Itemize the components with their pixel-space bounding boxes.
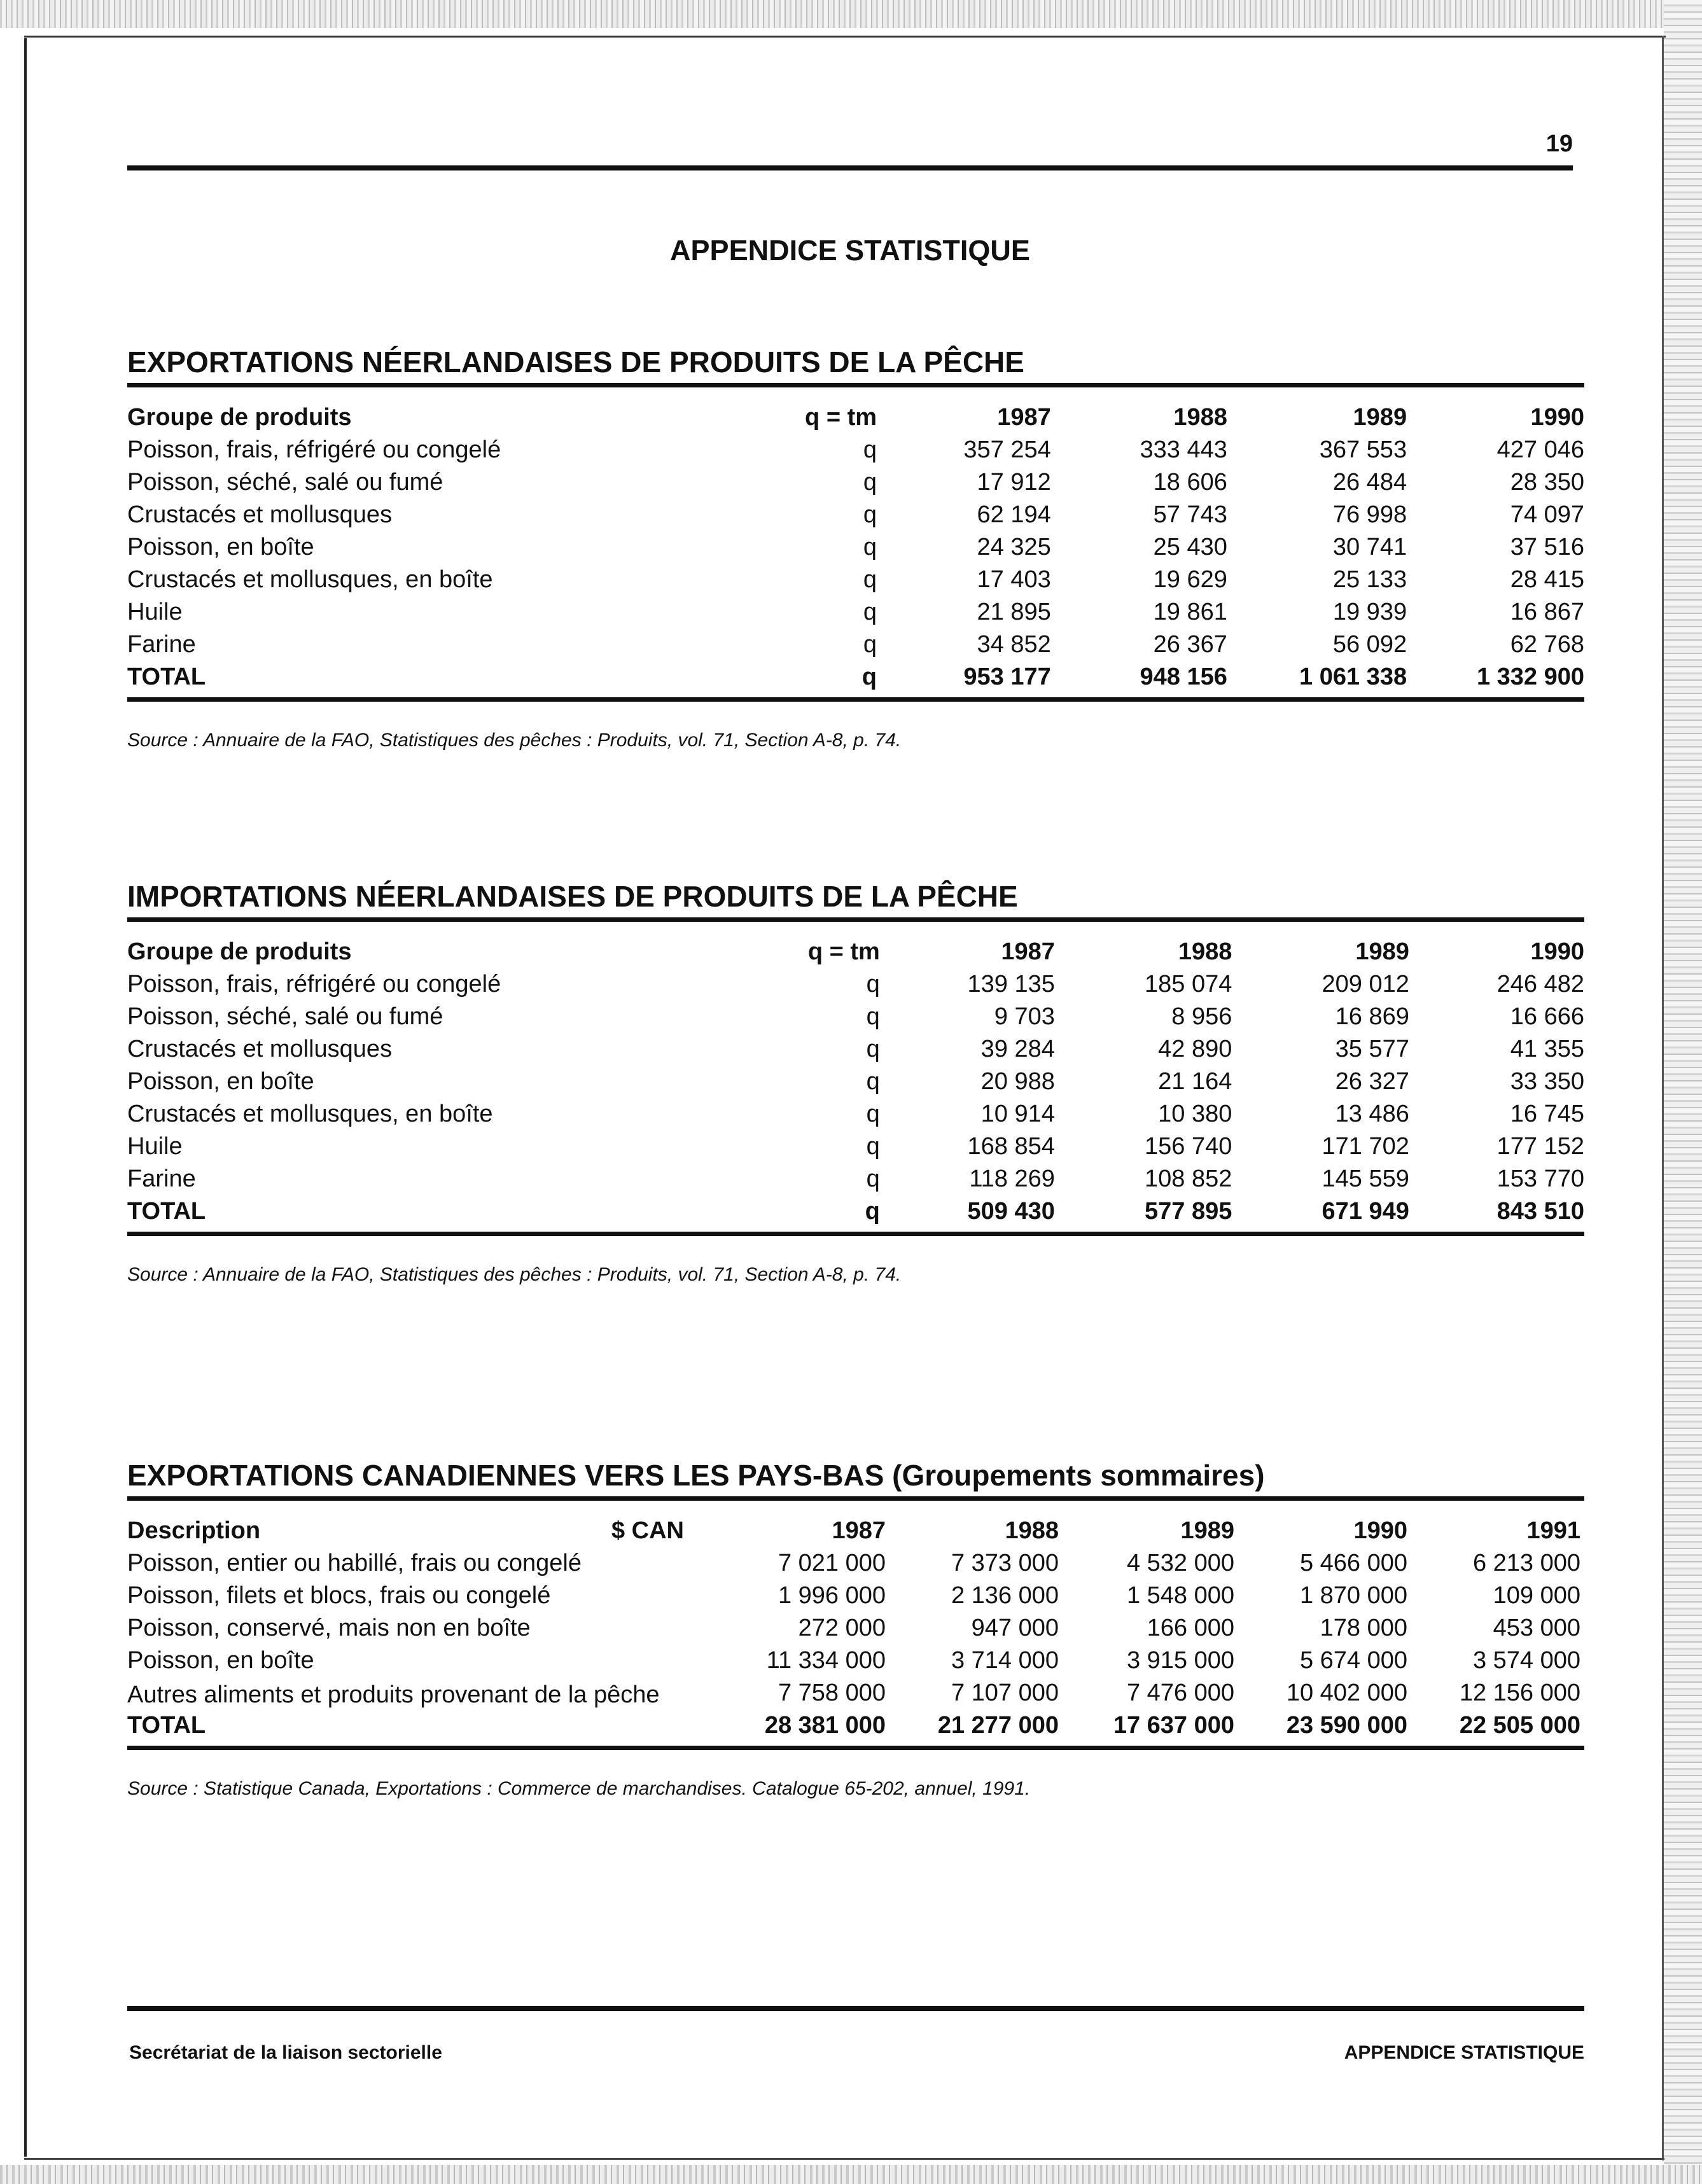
exports-nl-section bbox=[127, 344, 1584, 751]
table-cell: 19 629 bbox=[1153, 566, 1227, 593]
header-description: Description bbox=[127, 1517, 261, 1544]
table-row bbox=[127, 1547, 1580, 1580]
table-header-row bbox=[127, 936, 1584, 968]
table-cell: 21 277 000 bbox=[937, 1712, 1059, 1739]
scan-border-right bbox=[1664, 0, 1702, 2184]
table-cell: 427 046 bbox=[1496, 436, 1584, 463]
table-cell: 948 156 bbox=[1140, 664, 1227, 690]
imports-nl-table bbox=[127, 936, 1584, 1228]
table-cell: 357 254 bbox=[963, 436, 1051, 463]
table-cell: q bbox=[863, 501, 877, 528]
table-cell: 8 956 bbox=[1171, 1003, 1232, 1030]
table-row bbox=[127, 434, 1584, 466]
scan-border-bottom bbox=[0, 2165, 1702, 2184]
table-row bbox=[127, 564, 1584, 596]
column-header: 1988 bbox=[1005, 1517, 1059, 1544]
table-cell: 843 510 bbox=[1496, 1198, 1584, 1225]
table-cell: 30 741 bbox=[1332, 534, 1407, 560]
table-cell: Poisson, frais, réfrigéré ou congelé bbox=[127, 971, 501, 998]
table-cell: 671 949 bbox=[1322, 1198, 1409, 1225]
table-cell: 7 476 000 bbox=[1126, 1680, 1234, 1706]
table-cell: q bbox=[866, 1165, 880, 1192]
table-cell: 26 367 bbox=[1153, 631, 1227, 658]
total-row bbox=[127, 1709, 1580, 1742]
table-cell: 62 768 bbox=[1510, 631, 1584, 658]
table-cell: Crustacés et mollusques, en boîte bbox=[127, 566, 493, 593]
column-header: 1988 bbox=[1173, 404, 1227, 431]
table-cell: 17 912 bbox=[977, 469, 1051, 496]
table-cell: q bbox=[866, 1133, 880, 1160]
table-cell: 109 000 bbox=[1493, 1582, 1580, 1609]
table-cell: 16 666 bbox=[1510, 1003, 1584, 1030]
table-cell: Farine bbox=[127, 631, 196, 658]
table-cell: 453 000 bbox=[1493, 1615, 1580, 1641]
table-cell: 33 350 bbox=[1510, 1068, 1584, 1095]
table-cell: 42 890 bbox=[1158, 1036, 1232, 1062]
table-cell: 21 895 bbox=[977, 599, 1051, 625]
table-header-row bbox=[127, 401, 1584, 434]
section-bottom-rule bbox=[127, 1746, 1584, 1750]
table-cell: 13 486 bbox=[1335, 1101, 1409, 1127]
table-cell: 3 574 000 bbox=[1472, 1647, 1580, 1674]
table-cell: q bbox=[863, 566, 877, 593]
imports-nl-section bbox=[127, 878, 1584, 1286]
table-cell: q bbox=[866, 1036, 880, 1062]
section-rule bbox=[127, 383, 1584, 387]
table-cell: 17 403 bbox=[977, 566, 1051, 593]
column-header: 1990 bbox=[1530, 404, 1584, 431]
table-cell: q bbox=[863, 534, 877, 560]
table-cell: 5 466 000 bbox=[1299, 1550, 1407, 1576]
table-cell: 25 430 bbox=[1153, 534, 1227, 560]
total-row bbox=[127, 1195, 1584, 1228]
column-header: 1988 bbox=[1178, 938, 1232, 965]
table-header-row bbox=[127, 1515, 1580, 1547]
scan-border-top bbox=[0, 0, 1702, 28]
table-row bbox=[127, 1645, 1580, 1677]
table-cell: Farine bbox=[127, 1165, 196, 1192]
table-cell: 16 867 bbox=[1510, 599, 1584, 625]
table-cell: 62 194 bbox=[977, 501, 1051, 528]
table-cell: q bbox=[861, 664, 877, 690]
section-rule bbox=[127, 917, 1584, 922]
table-cell: 156 740 bbox=[1145, 1133, 1232, 1160]
table-cell: 6 213 000 bbox=[1472, 1550, 1580, 1576]
table-row bbox=[127, 629, 1584, 661]
table-cell: 20 988 bbox=[980, 1068, 1055, 1095]
table-cell: 28 415 bbox=[1510, 566, 1584, 593]
table-cell: q bbox=[866, 1101, 880, 1127]
table-cell: 17 637 000 bbox=[1113, 1712, 1234, 1739]
table-cell: 153 770 bbox=[1496, 1165, 1584, 1192]
section-bottom-rule bbox=[127, 1232, 1584, 1236]
table-row bbox=[127, 968, 1584, 1001]
table-cell: 10 914 bbox=[980, 1101, 1055, 1127]
table-cell: 19 939 bbox=[1332, 599, 1407, 625]
table-cell: TOTAL bbox=[127, 1198, 206, 1225]
frame-line-left bbox=[24, 38, 27, 2157]
table-cell: 21 164 bbox=[1158, 1068, 1232, 1095]
table-cell: q bbox=[863, 631, 877, 658]
table-cell: 39 284 bbox=[980, 1036, 1055, 1062]
column-header: 1987 bbox=[832, 1517, 886, 1544]
table-cell: 177 152 bbox=[1496, 1133, 1584, 1160]
table-cell: Crustacés et mollusques, en boîte bbox=[127, 1101, 493, 1127]
table-cell: 3 714 000 bbox=[951, 1647, 1059, 1674]
table-cell: Poisson, entier ou habillé, frais ou congelé bbox=[127, 1550, 582, 1576]
table-cell: TOTAL bbox=[127, 664, 206, 690]
table-cell: 24 325 bbox=[977, 534, 1051, 560]
table-cell: 5 674 000 bbox=[1299, 1647, 1407, 1674]
table-cell: 209 012 bbox=[1322, 971, 1409, 998]
table-cell: 246 482 bbox=[1496, 971, 1584, 998]
table-cell: 22 505 000 bbox=[1459, 1712, 1580, 1739]
frame-line-right bbox=[1662, 36, 1664, 2160]
table-cell: q bbox=[865, 1198, 880, 1225]
table-cell: 10 402 000 bbox=[1286, 1680, 1407, 1706]
table-cell: 1 996 000 bbox=[778, 1582, 886, 1609]
column-header: Groupe de produits bbox=[127, 404, 352, 431]
source-note: Source : Annuaire de la FAO, Statistiques des pêches : Produits, vol. 71, Section A-8, p. 74. bbox=[127, 730, 902, 751]
table-cell: 3 915 000 bbox=[1126, 1647, 1234, 1674]
section-title: IMPORTATIONS NÉERLANDAISES DE PRODUITS DE LA PÊCHE bbox=[127, 880, 1018, 913]
table-cell: 9 703 bbox=[994, 1003, 1055, 1030]
column-header: 1989 bbox=[1355, 938, 1409, 965]
column-header bbox=[127, 1515, 713, 1547]
table-cell: 1 548 000 bbox=[1126, 1582, 1234, 1609]
table-cell: 947 000 bbox=[971, 1615, 1059, 1641]
table-cell: 953 177 bbox=[963, 664, 1051, 690]
column-header: 1987 bbox=[997, 404, 1051, 431]
table-cell: q bbox=[863, 436, 877, 463]
table-cell: 10 380 bbox=[1158, 1101, 1232, 1127]
table-cell: 178 000 bbox=[1320, 1615, 1407, 1641]
table-cell: 108 852 bbox=[1145, 1165, 1232, 1192]
table-cell: 333 443 bbox=[1140, 436, 1227, 463]
section-title: EXPORTATIONS CANADIENNES VERS LES PAYS-BAS (Groupements sommaires) bbox=[127, 1459, 1265, 1492]
table-cell: 367 553 bbox=[1319, 436, 1407, 463]
table-cell: 16 869 bbox=[1335, 1003, 1409, 1030]
table-cell: 139 135 bbox=[967, 971, 1055, 998]
table-cell: Poisson, en boîte bbox=[127, 534, 314, 560]
table-cell: 16 745 bbox=[1510, 1101, 1584, 1127]
table-cell: q bbox=[866, 971, 880, 998]
frame-line-bottom bbox=[24, 2158, 1664, 2160]
table-cell: 76 998 bbox=[1332, 501, 1407, 528]
table-cell: Poisson, filets et blocs, frais ou congelé bbox=[127, 1582, 551, 1609]
total-row bbox=[127, 661, 1584, 693]
source-note: Source : Statistique Canada, Exportations : Commerce de marchandises. Catalogue 65-202, annuel, 1991. bbox=[127, 1778, 1031, 1799]
exports-ca-table bbox=[127, 1515, 1580, 1742]
frame-line-top bbox=[24, 36, 1666, 38]
table-cell: 7 107 000 bbox=[951, 1680, 1059, 1706]
table-cell: 4 532 000 bbox=[1126, 1550, 1234, 1576]
section-rule bbox=[127, 1496, 1584, 1501]
table-row bbox=[127, 1612, 1580, 1645]
footer-right-text: APPENDICE STATISTIQUE bbox=[1344, 2042, 1584, 2063]
table-cell: Autres aliments et produits provenant de la pêche bbox=[127, 1681, 660, 1708]
table-cell: 26 484 bbox=[1332, 469, 1407, 496]
table-row bbox=[127, 531, 1584, 564]
column-header: q = tm bbox=[807, 938, 880, 965]
table-cell: 57 743 bbox=[1153, 501, 1227, 528]
table-cell: 1 870 000 bbox=[1299, 1582, 1407, 1609]
table-row bbox=[127, 1163, 1584, 1195]
table-cell: Poisson, frais, réfrigéré ou congelé bbox=[127, 436, 501, 463]
table-cell: q bbox=[866, 1003, 880, 1030]
table-row bbox=[127, 1130, 1584, 1163]
table-cell: Crustacés et mollusques bbox=[127, 1036, 393, 1062]
column-header: q = tm bbox=[805, 404, 877, 431]
table-cell: 272 000 bbox=[798, 1615, 886, 1641]
table-row bbox=[127, 1066, 1584, 1098]
table-cell: q bbox=[866, 1068, 880, 1095]
table-row bbox=[127, 1580, 1580, 1612]
table-cell: 145 559 bbox=[1322, 1165, 1409, 1192]
header-rule bbox=[127, 165, 1573, 170]
table-cell: Poisson, en boîte bbox=[127, 1068, 314, 1095]
table-cell: 25 133 bbox=[1332, 566, 1407, 593]
column-header: 1990 bbox=[1530, 938, 1584, 965]
table-cell: 118 269 bbox=[969, 1165, 1055, 1192]
table-cell: 509 430 bbox=[967, 1198, 1055, 1225]
table-cell: 1 332 900 bbox=[1476, 664, 1584, 690]
table-cell: Poisson, conservé, mais non en boîte bbox=[127, 1615, 531, 1641]
table-row bbox=[127, 499, 1584, 531]
table-cell: 1 061 338 bbox=[1299, 664, 1407, 690]
table-cell: TOTAL bbox=[127, 1712, 206, 1739]
table-cell: 7 373 000 bbox=[951, 1550, 1059, 1576]
exports-ca-section bbox=[127, 1457, 1584, 1800]
table-cell: 171 702 bbox=[1322, 1133, 1409, 1160]
header-currency: $ CAN bbox=[611, 1517, 684, 1544]
section-bottom-rule bbox=[127, 697, 1584, 702]
column-header: 1989 bbox=[1180, 1517, 1234, 1544]
table-cell: 35 577 bbox=[1335, 1036, 1409, 1062]
table-cell: q bbox=[863, 599, 877, 625]
page-number: 19 bbox=[1545, 130, 1573, 157]
table-cell: 577 895 bbox=[1145, 1198, 1232, 1225]
table-row bbox=[127, 1098, 1584, 1130]
table-cell: 7 021 000 bbox=[778, 1550, 886, 1576]
table-cell: 41 355 bbox=[1510, 1036, 1584, 1062]
table-cell: 19 861 bbox=[1153, 599, 1227, 625]
table-cell: q bbox=[863, 469, 877, 496]
table-row bbox=[127, 596, 1584, 629]
table-row bbox=[127, 1033, 1584, 1066]
table-cell: 11 334 000 bbox=[766, 1647, 886, 1674]
footer-rule bbox=[127, 2006, 1584, 2011]
table-cell: Poisson, séché, salé ou fumé bbox=[127, 1003, 443, 1030]
section-title: EXPORTATIONS NÉERLANDAISES DE PRODUITS DE LA PÊCHE bbox=[127, 345, 1024, 379]
table-cell: 18 606 bbox=[1153, 469, 1227, 496]
table-row bbox=[127, 466, 1584, 499]
table-cell: 168 854 bbox=[967, 1133, 1055, 1160]
exports-nl-table bbox=[127, 401, 1584, 693]
table-cell: 23 590 000 bbox=[1286, 1712, 1407, 1739]
table-cell: Poisson, en boîte bbox=[127, 1647, 314, 1674]
table-cell: 37 516 bbox=[1510, 534, 1584, 560]
column-header: 1990 bbox=[1353, 1517, 1407, 1544]
table-cell: 28 350 bbox=[1510, 469, 1584, 496]
table-cell: 34 852 bbox=[977, 631, 1051, 658]
table-cell: Poisson, séché, salé ou fumé bbox=[127, 469, 443, 496]
table-cell: Crustacés et mollusques bbox=[127, 501, 393, 528]
table-cell: 28 381 000 bbox=[764, 1712, 886, 1739]
table-cell: 74 097 bbox=[1510, 501, 1584, 528]
table-row bbox=[127, 1677, 1580, 1709]
column-header: 1987 bbox=[1001, 938, 1055, 965]
table-cell: Huile bbox=[127, 1133, 183, 1160]
table-cell: Huile bbox=[127, 599, 183, 625]
column-header: 1989 bbox=[1353, 404, 1407, 431]
column-header: Groupe de produits bbox=[127, 938, 352, 965]
page-title: APPENDICE STATISTIQUE bbox=[670, 234, 1030, 267]
footer-left-text: Secrétariat de la liaison sectorielle bbox=[129, 2042, 442, 2063]
table-cell: 26 327 bbox=[1335, 1068, 1409, 1095]
table-cell: 7 758 000 bbox=[778, 1680, 886, 1706]
table-cell: 166 000 bbox=[1147, 1615, 1234, 1641]
table-cell: 2 136 000 bbox=[951, 1582, 1059, 1609]
source-note: Source : Annuaire de la FAO, Statistiques des pêches : Produits, vol. 71, Section A-8, p. 74. bbox=[127, 1264, 902, 1285]
table-row bbox=[127, 1001, 1584, 1033]
table-cell: 12 156 000 bbox=[1459, 1680, 1580, 1706]
table-cell: 56 092 bbox=[1332, 631, 1407, 658]
table-cell: 185 074 bbox=[1145, 971, 1232, 998]
column-header: 1991 bbox=[1526, 1517, 1580, 1544]
